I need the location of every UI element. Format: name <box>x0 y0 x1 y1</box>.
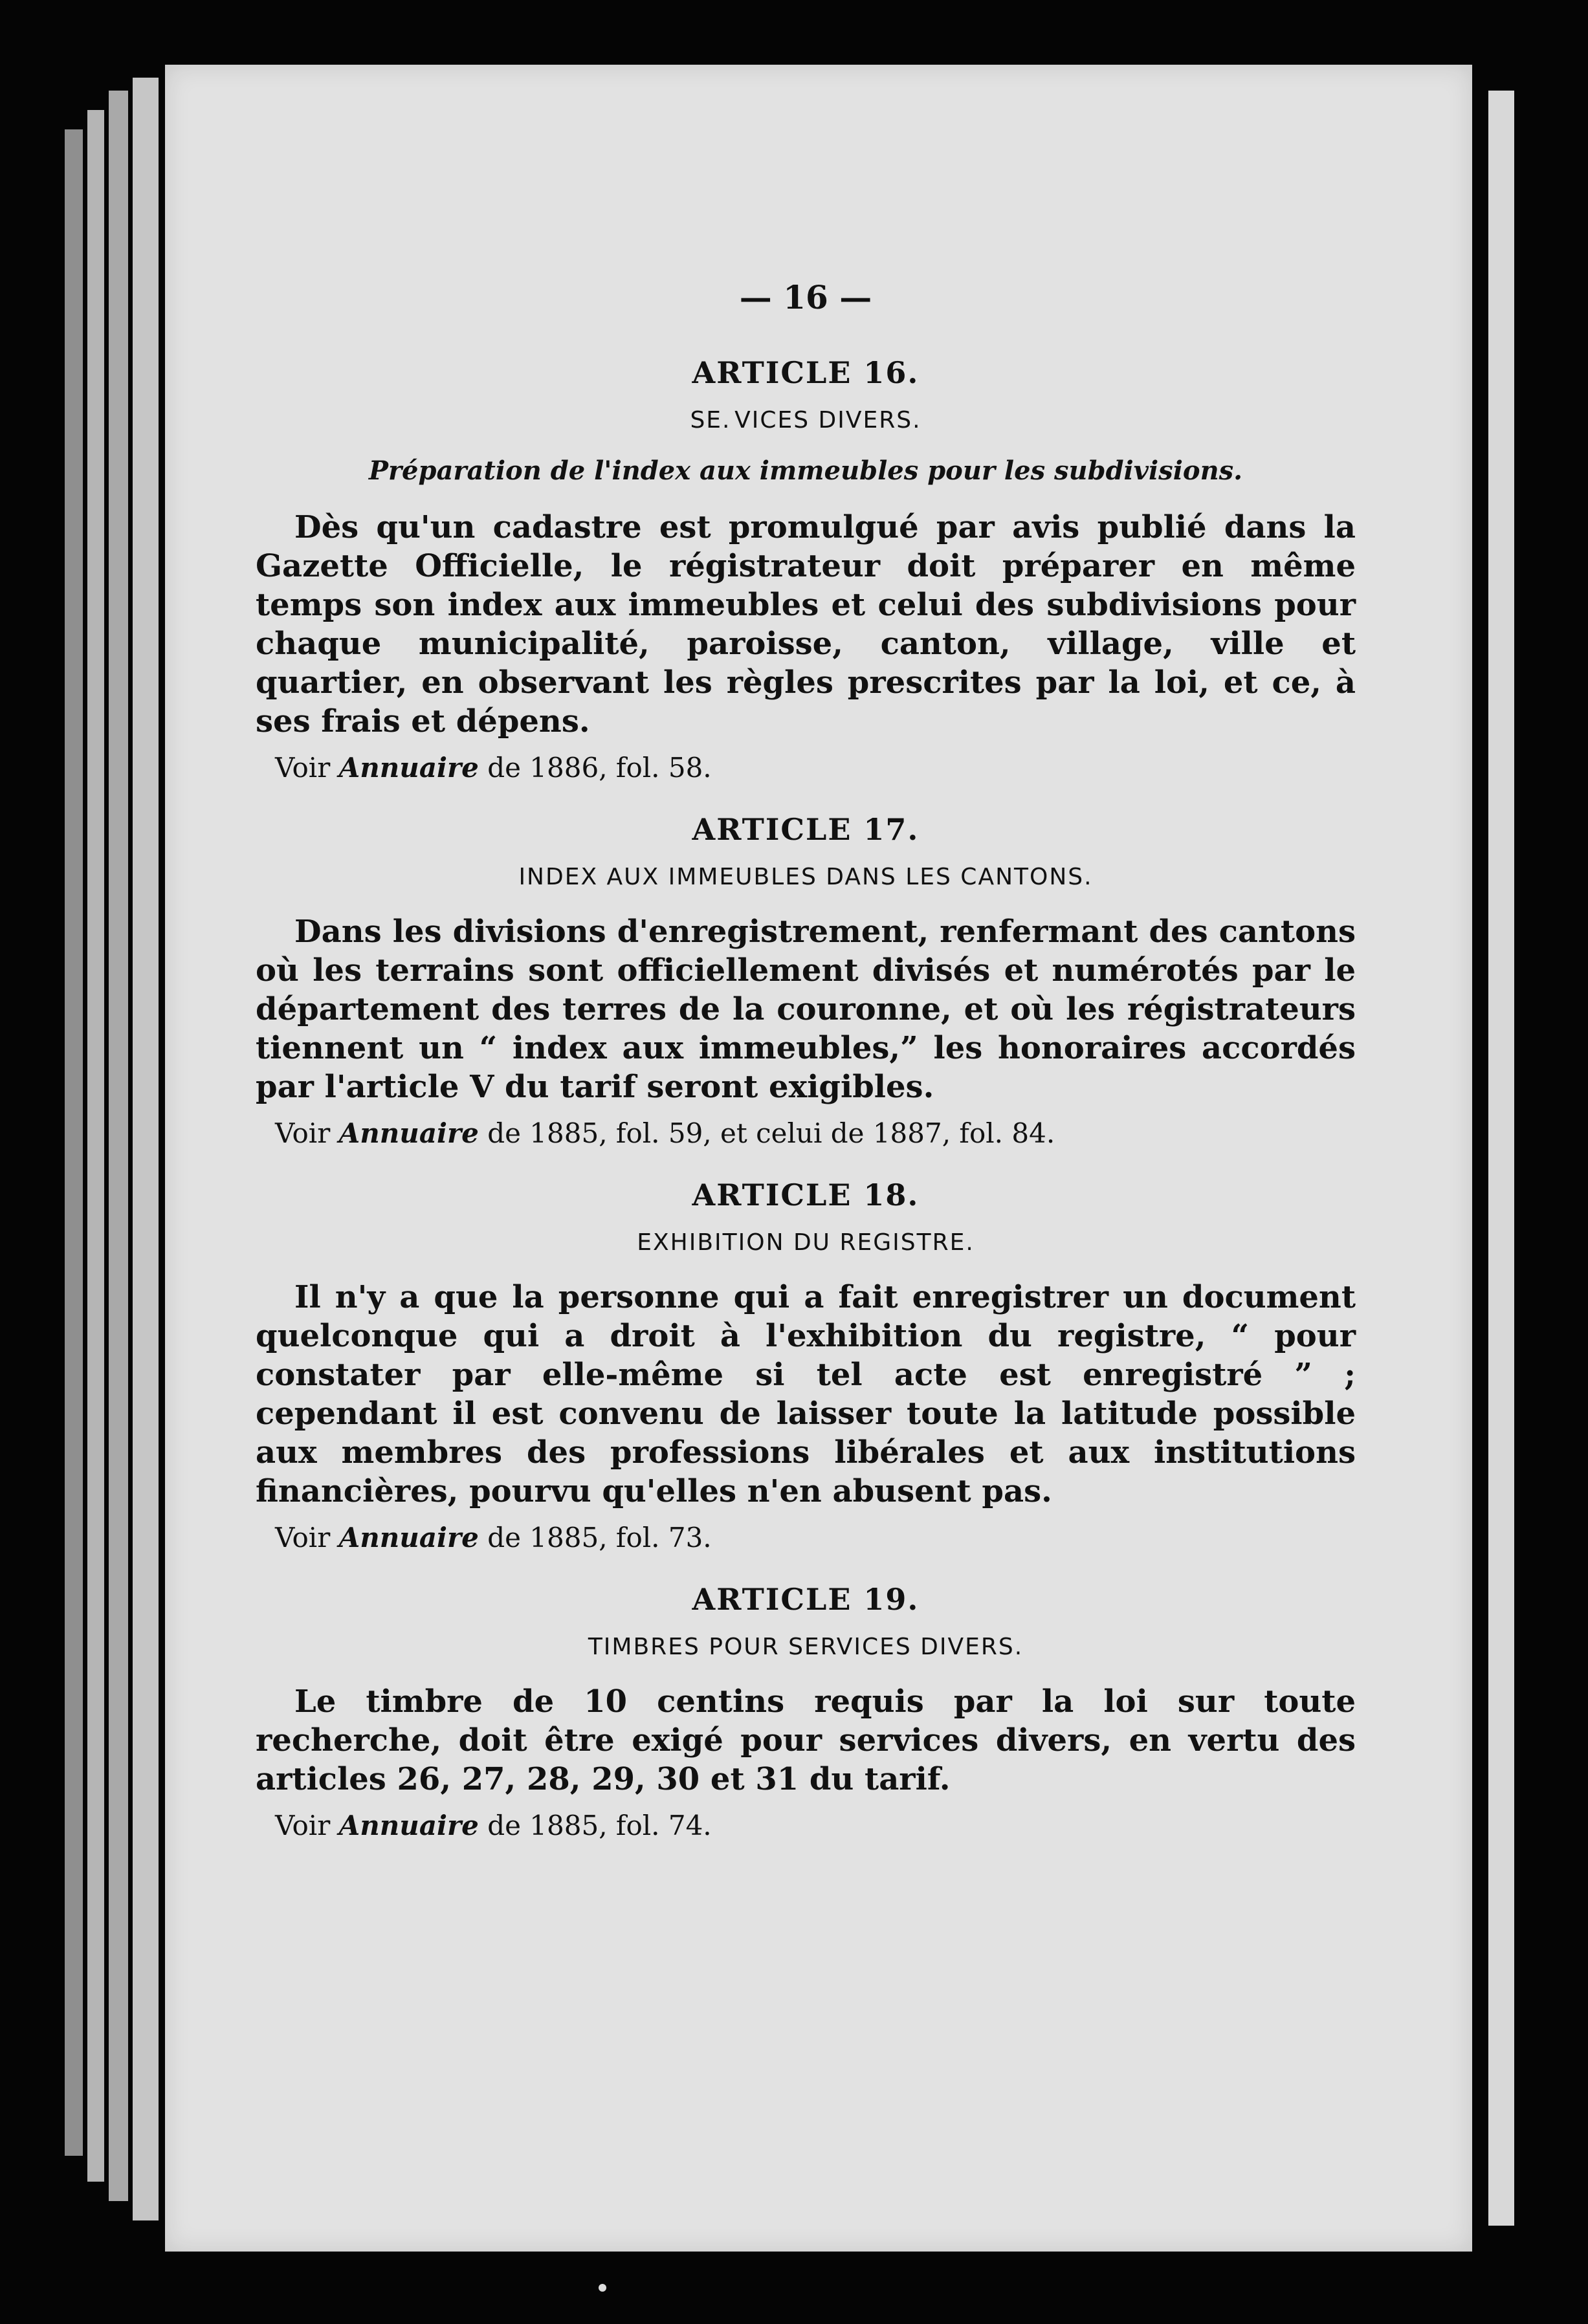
article-reference <box>256 1115 1356 1152</box>
reference-prefix: Voir <box>275 1810 331 1841</box>
reference-suffix: de 1886, fol. 58. <box>487 752 712 784</box>
reference-title: Annuaire <box>338 1522 479 1553</box>
article-subheading: INDEX AUX IMMEUBLES DANS LES CANTONS. <box>518 864 1093 890</box>
reference-title: Annuaire <box>338 752 479 784</box>
article-subheading: EXHIBITION DU REGISTRE. <box>637 1229 975 1256</box>
page-edge <box>87 110 104 2182</box>
article-subheading: TIMBRES POUR SERVICES DIVERS. <box>588 1634 1024 1660</box>
reference-title: Annuaire <box>338 1810 479 1841</box>
reference-prefix: Voir <box>275 1522 331 1553</box>
reference-suffix: de 1885, fol. 74. <box>487 1810 712 1841</box>
article-paragraph: Dès qu'un cadastre est promulgué par avis publié dans la Gazette Officielle, le régistrateur doit préparer en même temps son index aux immeubles et celui des subdivisions pour chaque municipalité, paroisse, canton, village, ville et quartier, en observant les règles prescrites par la loi, et ce, à ses frais et dépens. <box>256 509 1356 740</box>
article-reference <box>256 1808 1356 1844</box>
article-19 <box>256 1582 1356 1844</box>
reference-title: Annuaire <box>338 1117 479 1149</box>
reference-prefix: Voir <box>275 752 331 784</box>
page-edge <box>133 78 159 2220</box>
page-edge <box>109 91 128 2201</box>
reference-suffix: de 1885, fol. 59, et celui de 1887, fol. 84. <box>487 1117 1055 1149</box>
article-reference <box>256 1520 1356 1556</box>
scan-speck <box>599 2284 606 2292</box>
reference-suffix: de 1885, fol. 73. <box>487 1522 712 1553</box>
article-italic-subheading: Préparation de l'index aux immeubles pour les subdivisions. <box>368 455 1243 486</box>
article-heading: ARTICLE 19. <box>692 1582 920 1617</box>
page-number: — 16 — <box>739 278 872 316</box>
article-heading: ARTICLE 18. <box>692 1178 920 1212</box>
article-16 <box>256 355 1356 786</box>
article-paragraph: Le timbre de 10 centins requis par la loi sur toute recherche, doit être exigé pour services divers, en vertu des articles 26, 27, 28, 29, 30 et 31 du tarif. <box>256 1683 1356 1797</box>
page-edge <box>65 129 83 2156</box>
article-heading: ARTICLE 17. <box>692 812 920 847</box>
article-17 <box>256 812 1356 1152</box>
reference-prefix: Voir <box>275 1117 331 1149</box>
article-18 <box>256 1178 1356 1556</box>
article-paragraph: Dans les divisions d'enregistrement, renfermant des cantons où les terrains sont officiellement divisés et numérotés par le département des terres de la couronne, et où les régistrateurs tiennent un “ index aux immeubles,” les honoraires accordés par l'article V du tarif seront exigibles. <box>256 914 1356 1105</box>
page-content <box>256 278 1356 1870</box>
article-reference <box>256 750 1356 786</box>
article-heading: ARTICLE 16. <box>692 355 920 390</box>
facing-page-edge <box>1488 91 1514 2226</box>
article-paragraph: Il n'y a que la personne qui a fait enregistrer un document quelconque qui a droit à l'exhibition du registre, “ pour constater par elle-même si tel acte est enregistré ” ; cependant il est convenu de laisser toute la latitude possible aux membres des professions libérales et aux institutions financières, pourvu qu'elles n'en abusent pas. <box>256 1279 1356 1509</box>
article-subheading: SE. VICES DIVERS. <box>690 407 921 433</box>
